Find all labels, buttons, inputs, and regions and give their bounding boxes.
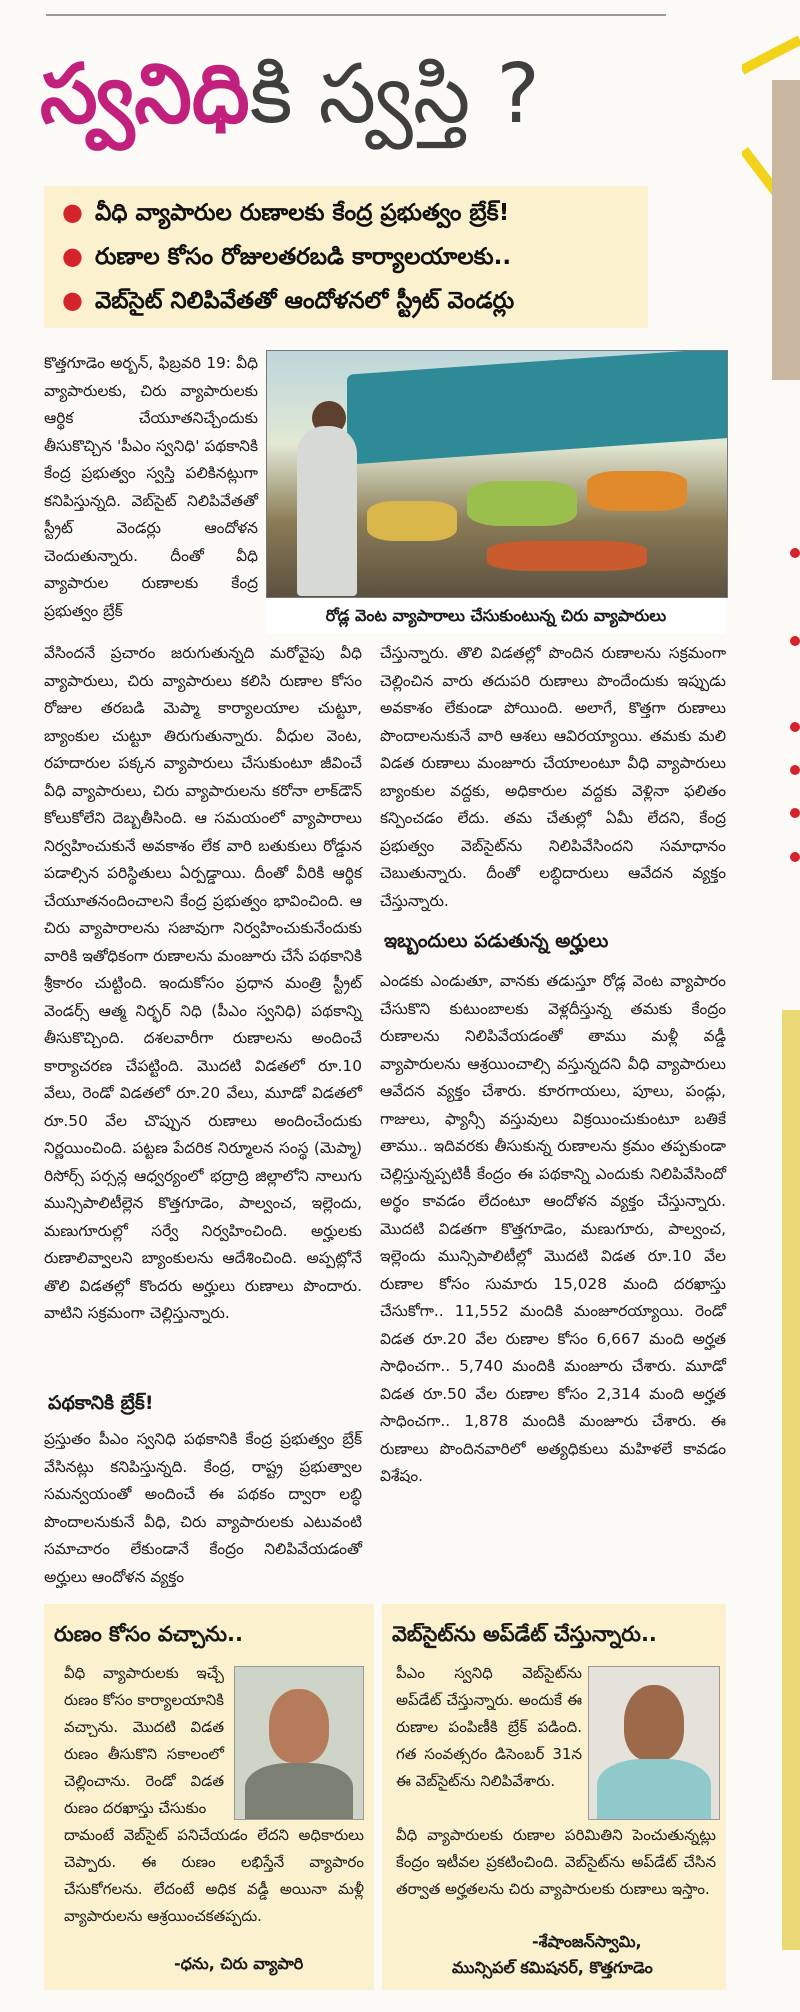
fruit-pile xyxy=(467,481,577,526)
shirt-shape xyxy=(245,1763,353,1820)
bullet-item: ● రుణాల కోసం రోజులతరబడి కార్యాలయాలకు.. xyxy=(62,242,512,270)
commissioner-quote-bottom: వీధి వ్యాపారులకు రుణాల పరిమితిని పెంచుతున్నట్లు కేంద్రం ఇటీవల ప్రకటించింది. వెబ్‌సైట్‌ను అప్‌డేట్ చేసిన తర్వాత అర్హతలను చిరు వ్యాపారులకు రుణాలు ఇస్తాం. xyxy=(396,1826,716,1898)
adjacent-bullet-icon xyxy=(790,852,800,862)
column2-top: చేస్తున్నారు. తొలి విడతల్లో పొందిన రుణాలను సక్రమంగా చెల్లించిన వారు తదుపరి రుణాలు పొందేందుకు ఇప్పుడు అవకాశం లేకుండా పోయింది. అలాగే, కొత్తగా రుణాలు పొందాలనుకునే వారి ఆశలు ఆవిరయ్యాయి. తమకు మలి విడత రుణాలు మంజూరు చేయాలంటూ వీధి వ్యాపారులు బ్యాంకుల వద్దకు, అధికారుల వద్దకు వెళ్లినా ఫలితం కన్పించడం లేదు. తమ చేతుల్లో ఏమీ లేదని, కేంద్ర ప్రభుత్వం వెబ్‌సైట్‌ను నిలిపివేసిందని సమాధానం చెబుతున్నారు. దీంతో లబ్ధిదారులు ఆవేదన వ్యక్తం చేస్తున్నారు. xyxy=(380,644,726,910)
bullet-dot-icon: ● xyxy=(62,198,83,226)
column2-bottom: ఎండకు ఎండుతూ, వానకు తడుస్తూ రోడ్ల వెంట వ్యాపారం చేసుకొని కుటుంబాలకు వెళ్లదీస్తున్న తమకు కేంద్రం రుణాలను నిలిపివేయడంతో తాము మళ్లీ వడ్డీ వ్యాపారులను ఆశ్రయించాల్సి వస్తున్నదని వీధి వ్యాపారులు ఆవేదన వ్యక్తం చేశారు. కూరగాయలు, పూలు, పండ్లు, గాజులు, ఫ్యాన్సీ వస్తువులు విక్రయించుకుంటూ బతికే తాము.. ఇదివరకు తీసుకున్న రుణాలను క్రమం తప్పకుండా చెల్లిస్తున్నప్పటికీ కేంద్రం ఈ పథకాన్ని ఎందుకు నిలిపివేసిందో అర్థం కావడం లేదంటూ ఆందోళన వ్యక్తం చేస్తున్నారు. మొదటి విడతగా కొత్తగూడెం, మణుగూరు, పాల్వంచ, ఇల్లెందు మున్సిపాలిటీల్లో మొదటి విడత రూ.10 వేల రుణాల కోసం సుమారు 15,028 మంది దరఖాస్తు చేసుకోగా.. 11,552 మందికి మంజూరయ్యాయి. రెండో విడత రూ.20 వేల రుణాల కోసం 6,667 మంది అర్హత సాధించగా.. 5,740 మందికి మంజూరు చేశారు. మూడో విడత రూ.50 వేల రుణాల కోసం 2,314 మంది అర్హత సాధించగా.. 1,878 మందికి మంజూరు చేశారు. ఈ రుణాలు పొందినవారిలో అత్యధికులు మహిళలే కావడం విశేషం. xyxy=(380,972,726,1485)
face-shape xyxy=(624,1685,684,1761)
vendor-portrait xyxy=(234,1666,364,1820)
bullet-item: ● వెబ్‌సైట్ నిలిపివేతతో ఆందోళనలో స్ట్రీట్ వెండర్లు xyxy=(62,286,515,314)
box-title: వెబ్‌సైట్‌ను అప్‌డేట్ చేస్తున్నారు.. xyxy=(392,1622,657,1646)
vendor-quote-bottom: దామంటే వెబ్‌సైట్ పనిచేయడం లేదని అధికారులు చెప్పారు. ఈ రుణం లభిస్తేనే వ్యాపారం చేసుకోగలను. లేదంటే అధిక వడ్డీ అయినా మళ్లీ వ్యాపారులను ఆశ్రయించకతప్పదు. xyxy=(64,1826,364,1925)
bullet-dot-icon: ● xyxy=(62,242,83,270)
headline-part2: కి స్వస్తి ? xyxy=(249,47,540,142)
awning-shape xyxy=(347,350,728,465)
adjacent-bullet-icon xyxy=(790,548,800,558)
commissioner-signature-name: -శేషాంజన్‌స్వామి, xyxy=(532,1932,642,1951)
subhead-eligible-troubles: ఇబ్బందులు పడుతున్న అర్హులు xyxy=(384,930,609,952)
fruit-pile xyxy=(367,501,457,541)
bullet-item: ● వీధి వ్యాపారుల రుణాలకు కేంద్ర ప్రభుత్వం బ్రేక్! xyxy=(62,198,510,226)
column1-bottom: ప్రస్తుతం పీఎం స్వనిధి పథకానికి కేంద్ర ప్రభుత్వం బ్రేక్ వేసినట్లు కనిపిస్తున్నది. కేంద్ర, రాష్ట్ర ప్రభుత్వాల సమన్వయంతో అందించే ఈ పథకం ద్వారా లబ్ధి పొందాలనుకునే వీధి, చిరు వ్యాపారులకు ఎటువంటి సమాచారం లేకుండానే కేంద్రం నిలిపివేయడంతో అర్హులు ఆందోళన వ్యక్తం xyxy=(44,1430,362,1586)
vendor-figure xyxy=(297,426,357,596)
adjacent-bullet-icon xyxy=(790,636,800,646)
vendor-quote-top: వీధి వ్యాపారులకు ఇచ్చే రుణం కోసం కార్యాలయానికి వచ్చాను. మొదటి విడత రుణం తీసుకొని సకాలంలో చెల్లించాను. రెండో విడత రుణం దరఖాస్తు చేసుకుం xyxy=(64,1664,224,1817)
top-rule xyxy=(46,14,666,16)
adjacent-yellow-box xyxy=(782,1010,800,1950)
bullet-dot-icon: ● xyxy=(62,286,83,314)
commissioner-portrait xyxy=(588,1666,720,1820)
column1-top: కొత్తగూడెం అర్బన్, ఫిబ్రవరి 19: వీధి వ్యాపారులకు, చిరు వ్యాపారులకు ఆర్థిక చేయూతనిచ్చేందుకు తీసుకొచ్చిన 'పీఎం స్వనిధి' పథకానికి కేంద్ర ప్రభుత్వం స్వస్తి పలికినట్లుగా కనిపిస్తున్నది. వెబ్‌సైట్ నిలిపివేతతో స్ట్రీట్ వెండర్లు ఆందోళన చెందుతున్నారు. దీంతో వీధి వ్యాపారుల రుణాలకు కేంద్ర ప్రభుత్వం బ్రేక్ xyxy=(44,354,258,620)
photo-caption: రోడ్ల వెంట వ్యాపారాలు చేసుకుంటున్న చిరు వ్యాపారులు xyxy=(266,597,726,634)
vendor-signature: -ధను, చిరు వ్యాపారి xyxy=(174,1954,304,1973)
adjacent-article-edge xyxy=(742,0,800,2012)
subhead-scheme-break: పథకానికి బ్రేక్! xyxy=(48,1392,154,1414)
market-photo xyxy=(266,350,728,598)
box-title: రుణం కోసం వచ్చాను.. xyxy=(54,1622,243,1646)
headline-part1: స్వనిధి xyxy=(40,47,250,142)
adjacent-bullet-icon xyxy=(790,765,800,775)
column1-main: వేసిందనే ప్రచారం జరుగుతున్నది మరోవైపు వీధి వ్యాపారులు, చిరు వ్యాపారులు కలిసి రుణాల కోసం రోజుల తరబడి మెప్మా కార్యాలయాల చుట్టూ, బ్యాంకుల చుట్టూ తిరుగుతున్నారు. వీధుల వెంట, రహదారుల పక్కన వ్యాపారులు చేసుకుంటూ జీవించే వీధి వ్యాపారులు, చిరు వ్యాపారులను కరోనా లాక్‌డౌన్ కోలుకోలేని దెబ్బతీసింది. ఆ సమయంలో వ్యాపారాలు నిర్వహించుకునే అవకాశం లేక వారి బతుకులు రోడ్డున పడాల్సిన పరిస్థితులు ఏర్పడ్డాయి. దీంతో వీరికి ఆర్థిక చేయూతనందించాలని కేంద్ర ప్రభుత్వం భావించింది. ఆ చిరు వ్యాపారాలను సజావుగా నిర్వహించుకునేందుకు వారికి ఇతోధికంగా రుణాలను మంజూరు చేసే పథకానికి శ్రీకారం చుట్టింది. ఇందుకోసం ప్రధాన మంత్రి స్ట్రీట్ వెండర్స్ ఆత్మ నిర్భర్ నిధి (పీఎం స్వనిధి) పథకాన్ని తీసుకొచ్చింది. దశలవారీగా రుణాలను అందించే కార్యాచరణ చేపట్టింది. మొదటి విడతలో రూ.10 వేలు, రెండో విడతలో రూ.20 వేలు, మూడో విడతలో రూ.50 వేల చొప్పున రుణాలు అందించేందుకు నిర్ణయించింది. పట్టణ పేదరిక నిర్మూలన సంస్థ (మెప్మా) రిసోర్స్ పర్సన్ల ఆధ్వర్యంలో భద్రాద్రి జిల్లాలోని నాలుగు మున్సిపాలిటీల్లెన కొత్తగూడెం, పాల్వంచ, ఇల్లెందు, మణుగూరుల్లో సర్వే నిర్వహించింది. అర్హులకు రుణాలివ్వాలని బ్యాంకులను ఆదేశించింది. అప్పట్లోనే తొలి విడతల్లో కొందరు అర్హులు రుణాలు పొందారు. వాటిని సక్రమంగా చెల్లిస్తున్నారు. xyxy=(44,644,362,1322)
adjacent-photo-strip xyxy=(772,80,800,380)
fruit-pile xyxy=(487,541,647,571)
face-shape xyxy=(269,1689,329,1763)
headline xyxy=(40,40,660,150)
commissioner-quote-top: పీఎం స్వనిధి వెబ్‌సైట్‌ను అప్‌డేట్ చేస్తున్నారు. అందుకే ఈ రుణాల పంపిణీకి బ్రేక్ పడింది. గత సంవత్సరం డిసెంబర్ 31న ఈ వెబ్‌సైట్‌ను నిలిపివేశారు. xyxy=(396,1664,582,1790)
quote-box-commissioner xyxy=(382,1604,726,1990)
adjacent-bullet-icon xyxy=(790,808,800,818)
fruit-pile xyxy=(587,471,687,511)
adjacent-bullet-icon xyxy=(790,722,800,732)
commissioner-signature-role: మున్సిపల్ కమిషనర్, కొత్తగూడెం xyxy=(452,1958,653,1977)
shirt-shape xyxy=(597,1759,711,1820)
quote-box-vendor xyxy=(44,1604,374,1990)
summary-bullets xyxy=(44,186,648,328)
